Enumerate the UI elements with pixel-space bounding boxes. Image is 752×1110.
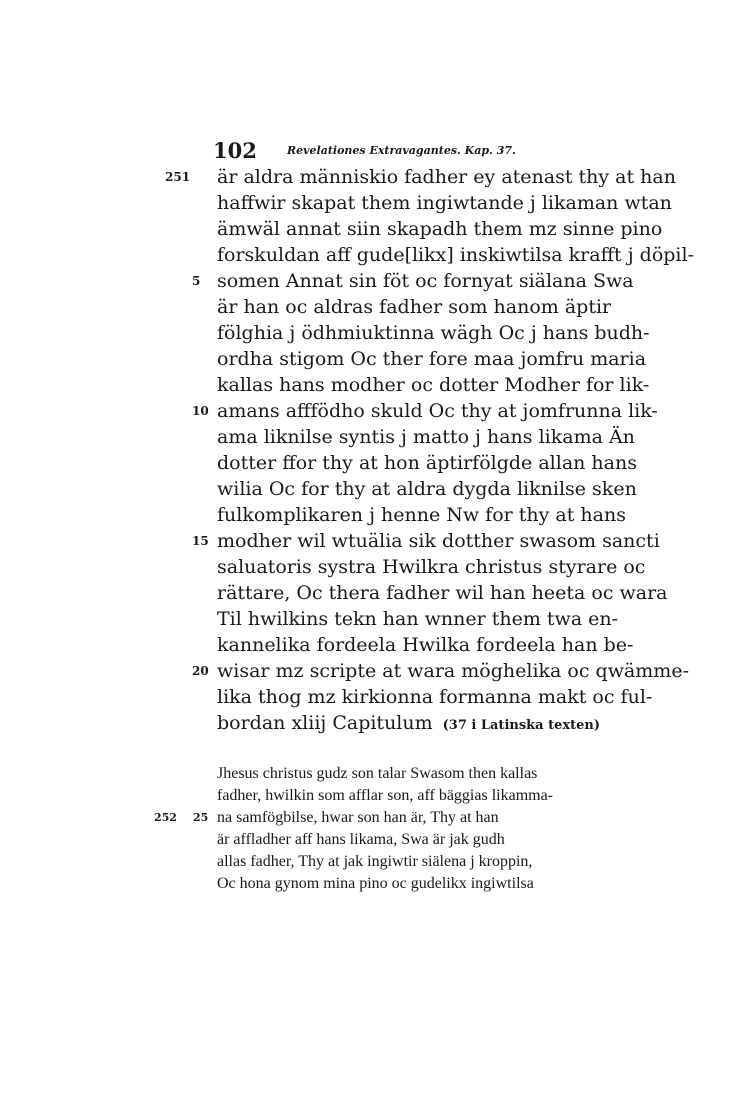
line-text: wisar mz scripte at wara möghelika oc qwämme-: [217, 660, 689, 682]
text-line: [0, 398, 752, 424]
text-line: [0, 372, 752, 398]
commentary-line: [0, 763, 752, 785]
commentary-line: [0, 829, 752, 851]
running-title: Revelationes Extravagantes. Kap. 37.: [287, 144, 516, 157]
latin-text-note: (37 i Latinska texten): [442, 718, 601, 733]
page-header: [213, 138, 633, 164]
text-line: [0, 606, 752, 632]
text-line: [0, 580, 752, 606]
commentary-text: Jhesus christus gudz son talar Swasom then kallas: [217, 765, 538, 782]
line-text: fölghia j ödhmiuktinna wägh Oc j hans budh-: [217, 322, 650, 344]
text-line: [0, 190, 752, 216]
line-text: [217, 710, 600, 736]
page-number: 102: [213, 138, 257, 163]
text-line: [0, 242, 752, 268]
commentary-line: [0, 785, 752, 807]
line-text: wilia Oc for thy at aldra dygda liknilse sken: [217, 478, 637, 500]
text-line: [0, 528, 752, 554]
line-text: amans afffödho skuld Oc thy at jomfrunna lik-: [217, 400, 658, 422]
text-line: [0, 658, 752, 684]
reference-number: 252: [154, 811, 177, 824]
line-text: ordha stigom Oc ther fore maa jomfru maria: [217, 348, 647, 370]
text-line: [0, 216, 752, 242]
text-line: [0, 476, 752, 502]
line-text: lika thog mz kirkionna formanna makt oc ful-: [217, 686, 653, 708]
line-text: Til hwilkins tekn han wnner them twa en-: [217, 608, 619, 630]
line-number: 10: [192, 404, 209, 418]
line-text: är aldra människio fadher ey atenast thy at han: [217, 166, 676, 188]
commentary-line: [0, 851, 752, 873]
commentary-line: [0, 807, 752, 829]
commentary-text: Oc hona gynom mina pino oc gudelikx ingiwtilsa: [217, 875, 534, 892]
line-text: ämwäl annat siin skapadh them mz sinne pino: [217, 218, 663, 240]
line-text: ama liknilse syntis j matto j hans likama Än: [217, 426, 635, 448]
line-number: 20: [192, 664, 209, 678]
line-text-main: bordan xliij Capitulum: [217, 712, 433, 734]
commentary-text: na samfögbilse, hwar son han är, Thy at han: [217, 809, 499, 826]
line-text: saluatoris systra Hwilkra christus styrare oc: [217, 556, 646, 578]
text-line: [0, 450, 752, 476]
line-text: är han oc aldras fadher som hanom äptir: [217, 296, 612, 318]
line-text: kallas hans modher oc dotter Modher for lik-: [217, 374, 650, 396]
commentary-line: [0, 873, 752, 895]
commentary-text: allas fadher, Thy at jak ingiwtir siälena j kroppin,: [217, 853, 533, 870]
text-line: [0, 268, 752, 294]
line-number: 15: [192, 534, 209, 548]
line-number: 25: [193, 811, 209, 824]
line-text: forskuldan aff gude[likx] inskiwtilsa krafft j döpil-: [217, 244, 695, 266]
text-line: [0, 424, 752, 450]
line-text: rättare, Oc thera fadher wil han heeta oc wara: [217, 582, 668, 604]
reference-number: 251: [165, 170, 191, 184]
text-line: [0, 632, 752, 658]
line-text: haffwir skapat them ingiwtande j likaman wtan: [217, 192, 672, 214]
text-line: [0, 294, 752, 320]
text-line: [0, 554, 752, 580]
line-text: fulkomplikaren j henne Nw for thy at hans: [217, 504, 626, 526]
commentary-text: är affladher aff hans likama, Swa är jak gudh: [217, 831, 505, 848]
text-line: [0, 684, 752, 710]
line-text: somen Annat sin föt oc fornyat siälana Swa: [217, 270, 634, 292]
text-line: [0, 320, 752, 346]
text-line: [0, 164, 752, 190]
line-text: dotter ffor thy at hon äptirfölgde allan hans: [217, 452, 637, 474]
text-line: [0, 710, 752, 736]
line-text: kannelika fordeela Hwilka fordeela han be-: [217, 634, 634, 656]
commentary-text: fadher, hwilkin som afflar son, aff bäggias likamma-: [217, 787, 554, 804]
line-text: modher wil wtuälia sik dotther swasom sancti: [217, 530, 660, 552]
text-line: [0, 346, 752, 372]
line-number: 5: [192, 274, 201, 288]
text-line: [0, 502, 752, 528]
